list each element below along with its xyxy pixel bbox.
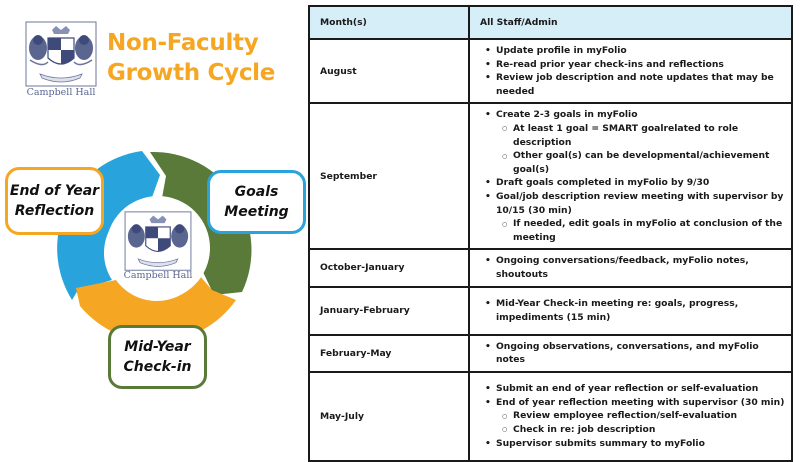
title-line-1: Non-Faculty [107,30,259,56]
task-item: • Ongoing conversations/feedback, myFolio notes, shoutouts [496,254,785,281]
task-list [470,108,785,244]
table-row [309,249,792,286]
center-logo [121,210,195,286]
tasks-cell [469,103,792,249]
month-cell: January-February [309,287,469,335]
task-item: • Re-read prior year check-ins and reflections [496,58,785,72]
column-header-all-staff: All Staff/Admin [469,6,792,39]
task-item: • Submit an end of year reflection or self-evaluation [496,382,785,396]
logo-caption: Campbell Hall [26,87,96,98]
table-header-row [309,6,792,39]
task-item: • Supervisor submits summary to myFolio [496,437,785,451]
task-text: Goal/job description review meeting with supervisor by 10/15 (30 min) [496,190,784,216]
task-item [496,396,785,437]
stage-end-of-year-reflection [5,167,104,235]
stage-label-line: Reflection [14,203,95,219]
task-list [470,254,785,281]
month-cell: September [309,103,469,249]
task-list [470,340,785,367]
table-row [309,103,792,249]
month-cell: May-July [309,372,469,461]
task-item: • Ongoing observations, conversations, and myFolio notes [496,340,785,367]
page-title [107,28,275,88]
task-list [470,44,785,98]
subtask-list [496,217,785,244]
subtask-item: ○ At least 1 goal = SMART goalrelated to role description [513,122,785,149]
tasks-cell [469,335,792,372]
stage-label-line: Goals [234,184,279,200]
subtask-list [496,122,785,176]
tasks-cell [469,372,792,461]
stage-label-line: Check-in [123,359,192,375]
campbell-hall-logo [22,20,100,104]
tasks-cell [469,249,792,286]
table-row [309,335,792,372]
subtask-item: ○ Other goal(s) can be developmental/achievement goal(s) [513,149,785,176]
task-item: • Draft goals completed in myFolio by 9/30 [496,176,785,190]
stage-mid-year-check-in [108,325,207,389]
title-line-2: Growth Cycle [107,60,276,86]
left-panel [0,0,305,450]
table-row [309,372,792,461]
table-row [309,287,792,335]
task-text: End of year reflection meeting with supervisor (30 min) [496,396,785,408]
task-item: • Review job description and note updates that may be needed [496,71,785,98]
task-list [470,297,785,324]
stage-label-line: Meeting [224,204,289,220]
month-cell: February-May [309,335,469,372]
task-item: • Mid-Year Check-in meeting re: goals, progress, impediments (15 min) [496,297,785,324]
stage-label-line: End of Year [9,183,100,199]
task-text: Create 2-3 goals in myFolio [496,109,638,121]
task-item: • Update profile in myFolio [496,44,785,58]
subtask-item: ○ If needed, edit goals in myFolio at conclusion of the meeting [513,217,785,244]
stage-label-line: Mid-Year [124,339,191,355]
subtask-list [496,409,785,436]
column-header-months: Month(s) [309,6,469,39]
subtask-item: ○ Check in re: job description [513,423,785,437]
task-item [496,108,785,176]
crest-icon [121,210,195,274]
table-row [309,39,792,103]
month-cell: August [309,39,469,103]
center-logo-caption: Campbell Hall [123,270,193,281]
task-list [470,382,785,450]
task-item [496,190,785,244]
growth-cycle-diagram [0,130,305,390]
tasks-cell [469,39,792,103]
schedule-table [308,5,793,462]
subtask-item: ○ Review employee reflection/self-evaluation [513,409,785,423]
month-cell: October-January [309,249,469,286]
stage-goals-meeting [207,170,306,234]
tasks-cell [469,287,792,335]
